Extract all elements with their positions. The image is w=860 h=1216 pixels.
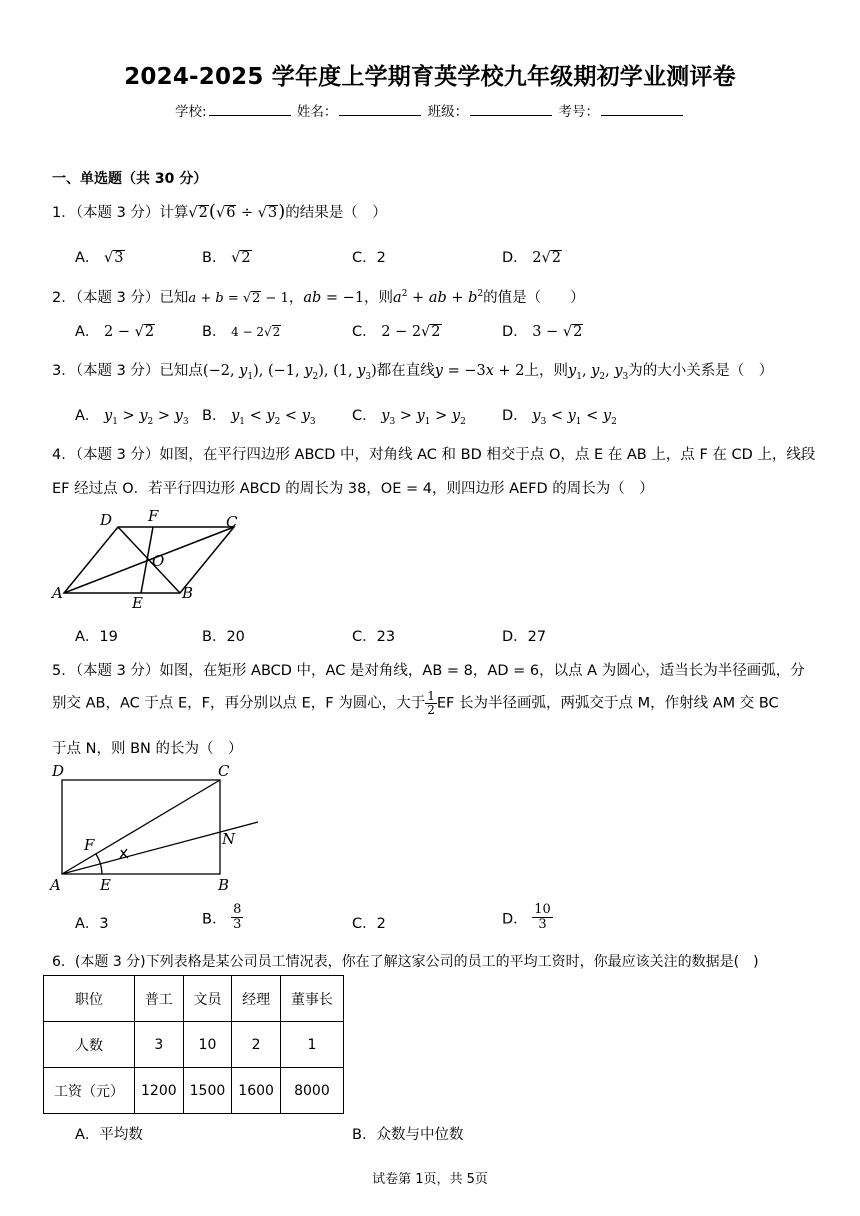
- class-label: 班级：: [427, 104, 469, 120]
- question-5-line3: 于点 N，则 BN 的长为（ ）: [52, 741, 243, 757]
- label-c: C: [226, 513, 238, 531]
- q2-option-b[interactable]: B． 4 − 2√2: [202, 324, 281, 340]
- label-f: F: [84, 836, 95, 854]
- table-cell: 文员: [183, 976, 232, 1022]
- label-d: D: [52, 762, 65, 780]
- label-a: A: [52, 584, 63, 602]
- q1-option-b[interactable]: B． √2: [202, 250, 251, 266]
- table-cell: 董事长: [280, 976, 343, 1022]
- label-c: C: [218, 762, 230, 780]
- section-heading: 一、单选题（共 30 分）: [52, 171, 208, 187]
- school-label: 学校:: [175, 104, 207, 120]
- student-info-line: [0, 100, 860, 120]
- label-n: N: [222, 830, 236, 848]
- school-field[interactable]: [209, 103, 291, 116]
- label-b: B: [182, 584, 194, 602]
- table-cell: 10: [183, 1022, 232, 1068]
- question-1: 1．（本题 3 分）计算√2(√6 ÷ √3)的结果是（ ）: [52, 201, 387, 222]
- q2-option-d[interactable]: D． 3 − √2: [502, 324, 583, 340]
- label-e: E: [132, 594, 143, 612]
- q3-option-a[interactable]: A． $y_1 > y_2 > y_3$: [75, 408, 189, 427]
- table-cell: 工资（元）: [44, 1068, 135, 1114]
- table-cell: 人数: [44, 1022, 135, 1068]
- q3-option-b[interactable]: B． $y_1 < y_2 < y_3$: [202, 408, 316, 427]
- table-cell: 1: [280, 1022, 343, 1068]
- q5-option-b[interactable]: B． $\frac{8}{3}$: [202, 902, 242, 933]
- label-e: E: [100, 876, 111, 894]
- table-cell: 普工: [135, 976, 184, 1022]
- class-field[interactable]: [470, 103, 552, 116]
- q4-option-a[interactable]: A．19: [75, 629, 118, 645]
- question-6: 6．(本题 3 分)下列表格是某公司员工情况表，你在了解这家公司的员工的平均工资时，你最应该关注的数据是( ): [52, 954, 759, 970]
- q5-option-c[interactable]: C．2: [352, 916, 386, 932]
- q1-option-c[interactable]: C．2: [352, 250, 386, 266]
- q5-half-fraction: $\frac{1}{2}$: [427, 689, 435, 718]
- q3-option-c[interactable]: C． $y_3 > y_1 > y_2$: [352, 408, 466, 427]
- label-d: D: [100, 511, 113, 529]
- table-cell: 1200: [135, 1068, 184, 1114]
- exam-no-field[interactable]: [601, 103, 683, 116]
- question-5-line2: 别交 AB，AC 于点 E，F，再分别以点 E，F 为圆心，大于 $\frac{1}{2}$ EF 长为半径画弧，两弧交于点 M，作射线 AM 交 BC: [52, 689, 779, 718]
- q4-option-c[interactable]: C．23: [352, 629, 396, 645]
- table-row: [44, 976, 344, 1022]
- diagonal-bd: [118, 527, 180, 593]
- question-3: 3．（本题 3 分）已知点(−2, $y_1$), (−1, $y_2$), (1, $y_3$)都在直线y = −3x + 2上，则$y_1$, $y_2$, $y_3$为的大小关系是（ ）: [52, 363, 774, 382]
- question-2: 2．（本题 3 分）已知a + b = √2 − 1，ab = −1，则$a^2$ + ab + $b^2$的值是（ ）: [52, 289, 585, 306]
- question-4-line2: EF 经过点 O．若平行四边形 ABCD 的周长为 38，OE = 4，则四边形 AEFD 的周长为（ ）: [52, 481, 654, 497]
- table-cell: 经理: [232, 976, 281, 1022]
- table-cell: 1500: [183, 1068, 232, 1114]
- q1-option-d[interactable]: D． 2√2: [502, 250, 561, 266]
- question-5-line1: 5．（本题 3 分）如图，在矩形 ABCD 中，AC 是对角线，AB = 8，AD = 6，以点 A 为圆心，适当长为半径画弧，分: [52, 663, 805, 679]
- table-row: [44, 1068, 344, 1114]
- staff-table: [43, 975, 344, 1114]
- q5-option-d[interactable]: D． $\frac{10}{3}$: [502, 902, 551, 933]
- table-cell: 1600: [232, 1068, 281, 1114]
- q6-option-b[interactable]: B．众数与中位数: [352, 1127, 464, 1143]
- table-cell: 2: [232, 1022, 281, 1068]
- table-cell: 职位: [44, 976, 135, 1022]
- q2-option-c[interactable]: C． 2 − 2√2: [352, 324, 441, 340]
- question-4-line1: 4．（本题 3 分）如图，在平行四边形 ABCD 中，对角线 AC 和 BD 相交于点 O，点 E 在 AB 上，点 F 在 CD 上，线段: [52, 447, 816, 463]
- label-f: F: [148, 507, 159, 525]
- label-b: B: [218, 876, 230, 894]
- q1-option-a[interactable]: A． √3: [75, 250, 124, 266]
- q2-option-a[interactable]: A． 2 − √2: [75, 324, 155, 340]
- q6-option-a[interactable]: A．平均数: [75, 1127, 143, 1143]
- name-field[interactable]: [339, 103, 421, 116]
- label-o: O: [152, 552, 165, 570]
- table-cell: 8000: [280, 1068, 343, 1114]
- parallelogram-figure: [50, 505, 260, 613]
- page-footer: 试卷第 1页，共 5页: [372, 1172, 488, 1187]
- table-cell: 3: [135, 1022, 184, 1068]
- name-label: 姓名：: [296, 104, 338, 120]
- q3-option-d[interactable]: D． $y_3 < y_1 < y_2$: [502, 408, 617, 427]
- table-row: [44, 1022, 344, 1068]
- q4-option-b[interactable]: B．20: [202, 629, 245, 645]
- q4-option-d[interactable]: D．27: [502, 629, 547, 645]
- q5-option-a[interactable]: A．3: [75, 916, 109, 932]
- rectangle-figure: [48, 762, 268, 894]
- q1-expression: √2(√6 ÷ √3): [188, 201, 286, 222]
- page-title: 2024-2025 学年度上学期育英学校九年级期初学业测评卷: [124, 64, 736, 90]
- diagonal-ac: [62, 780, 220, 874]
- label-a: A: [50, 876, 61, 894]
- exam-no-label: 考号：: [558, 104, 599, 120]
- staff-table-wrapper: [43, 975, 344, 1114]
